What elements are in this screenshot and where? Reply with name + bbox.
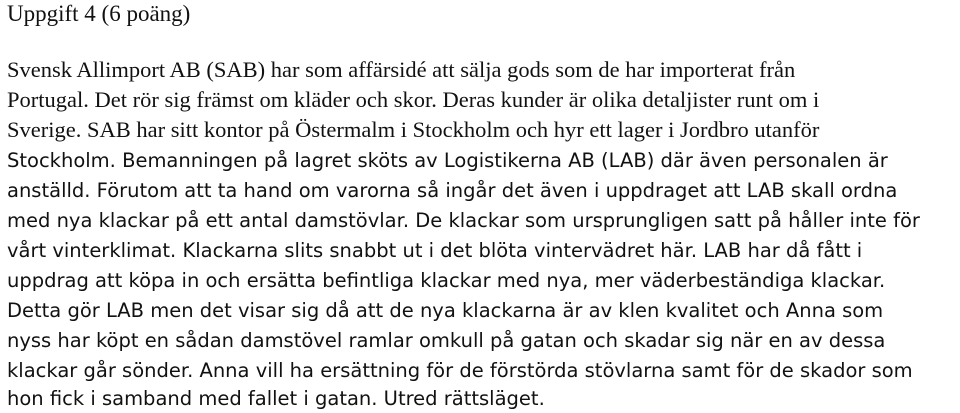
paragraph-line: Detta gör LAB men det visar sig då att de nya klackarna är av klen kvalitet och Anna som	[7, 299, 884, 322]
paragraph-line: Stockholm. Bemanningen på lagret sköts av Logistikerna AB (LAB) där även personalen är	[7, 149, 888, 172]
paragraph-line: anställd. Förutom att ta hand om varorna så ingår det även i uppdraget att LAB skall ordna	[7, 179, 898, 202]
paragraph-line: Portugal. Det rör sig främst om kläder och skor. Deras kunder är olika detaljister runt om i	[7, 87, 820, 112]
paragraph-line: nyss har köpt en sådan damstövel ramlar omkull på gatan och skadar sig när en av dessa	[7, 329, 886, 352]
paragraph-line: hon fick i samband med fallet i gatan. Utred rättsläget.	[7, 387, 545, 410]
paragraph-line: Svensk Allimport AB (SAB) har som affärsidé att sälja gods som de har importerat från	[7, 57, 796, 82]
paragraph-line: med nya klackar på ett antal damstövlar. De klackar som ursprungligen satt på håller inte för	[7, 209, 920, 232]
paragraph-line: vårt vinterklimat. Klackarna slits snabbt ut i det blöta vintervädret här. LAB har då fått i	[7, 239, 863, 262]
paragraph-line: uppdrag att köpa in och ersätta befintliga klackar med nya, mer väderbeständiga klackar.	[7, 269, 886, 292]
paragraph-line: Sverige. SAB har sitt kontor på Östermalm i Stockholm och hyr ett lager i Jordbro utanför	[7, 117, 820, 142]
assignment-heading: Uppgift 4 (6 poäng)	[7, 1, 191, 26]
paragraph-line: klackar går sönder. Anna vill ha ersättning för de förstörda stövlarna samt för de skador som	[7, 359, 913, 382]
